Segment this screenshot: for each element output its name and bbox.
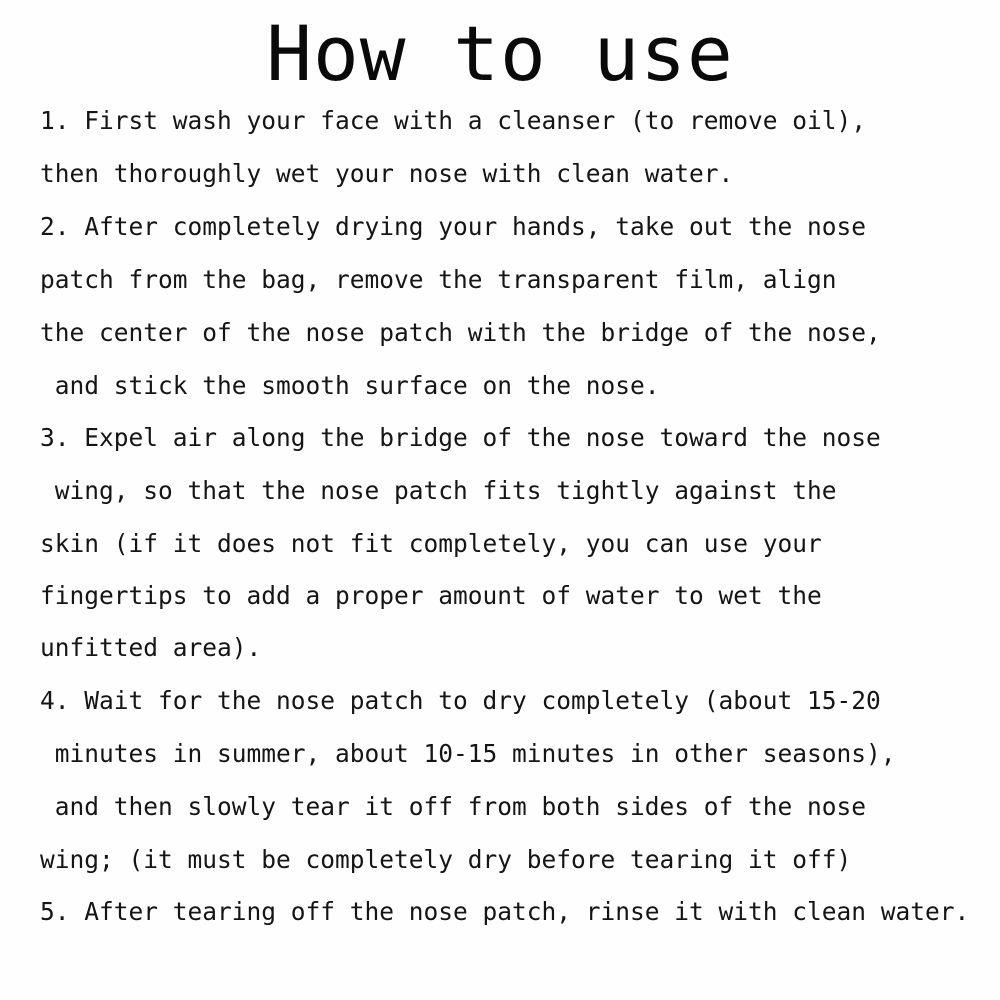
instruction-line: 1. First wash your face with a cleanser (to remove oil),: [40, 106, 867, 135]
instruction-line: and then slowly tear it off from both sides of the nose: [40, 792, 867, 821]
instruction-line: patch from the bag, remove the transparent film, align: [40, 265, 837, 294]
instruction-line: skin (if it does not fit completely, you can use your: [40, 529, 822, 558]
instruction-line: 2. After completely drying your hands, take out the nose: [40, 212, 867, 241]
instruction-line: fingertips to add a proper amount of water to wet the: [40, 581, 822, 610]
instruction-line: and stick the smooth surface on the nose.: [40, 371, 660, 400]
instruction-line: wing, so that the nose patch fits tightly against the: [40, 476, 837, 505]
instruction-line: then thoroughly wet your nose with clean water.: [40, 159, 734, 188]
instruction-line: 4. Wait for the nose patch to dry completely (about 15-20: [40, 686, 881, 715]
instruction-line: wing; (it must be completely dry before tearing it off): [40, 845, 852, 874]
instruction-line: unfitted area).: [40, 633, 262, 662]
instruction-line: 5. After tearing off the nose patch, rinse it with clean water.: [40, 897, 970, 926]
page-title: How to use: [266, 9, 734, 98]
instruction-line: the center of the nose patch with the bridge of the nose,: [40, 318, 881, 347]
instruction-line: 3. Expel air along the bridge of the nose toward the nose: [40, 423, 881, 452]
instruction-line: minutes in summer, about 10-15 minutes in other seasons),: [40, 739, 896, 768]
